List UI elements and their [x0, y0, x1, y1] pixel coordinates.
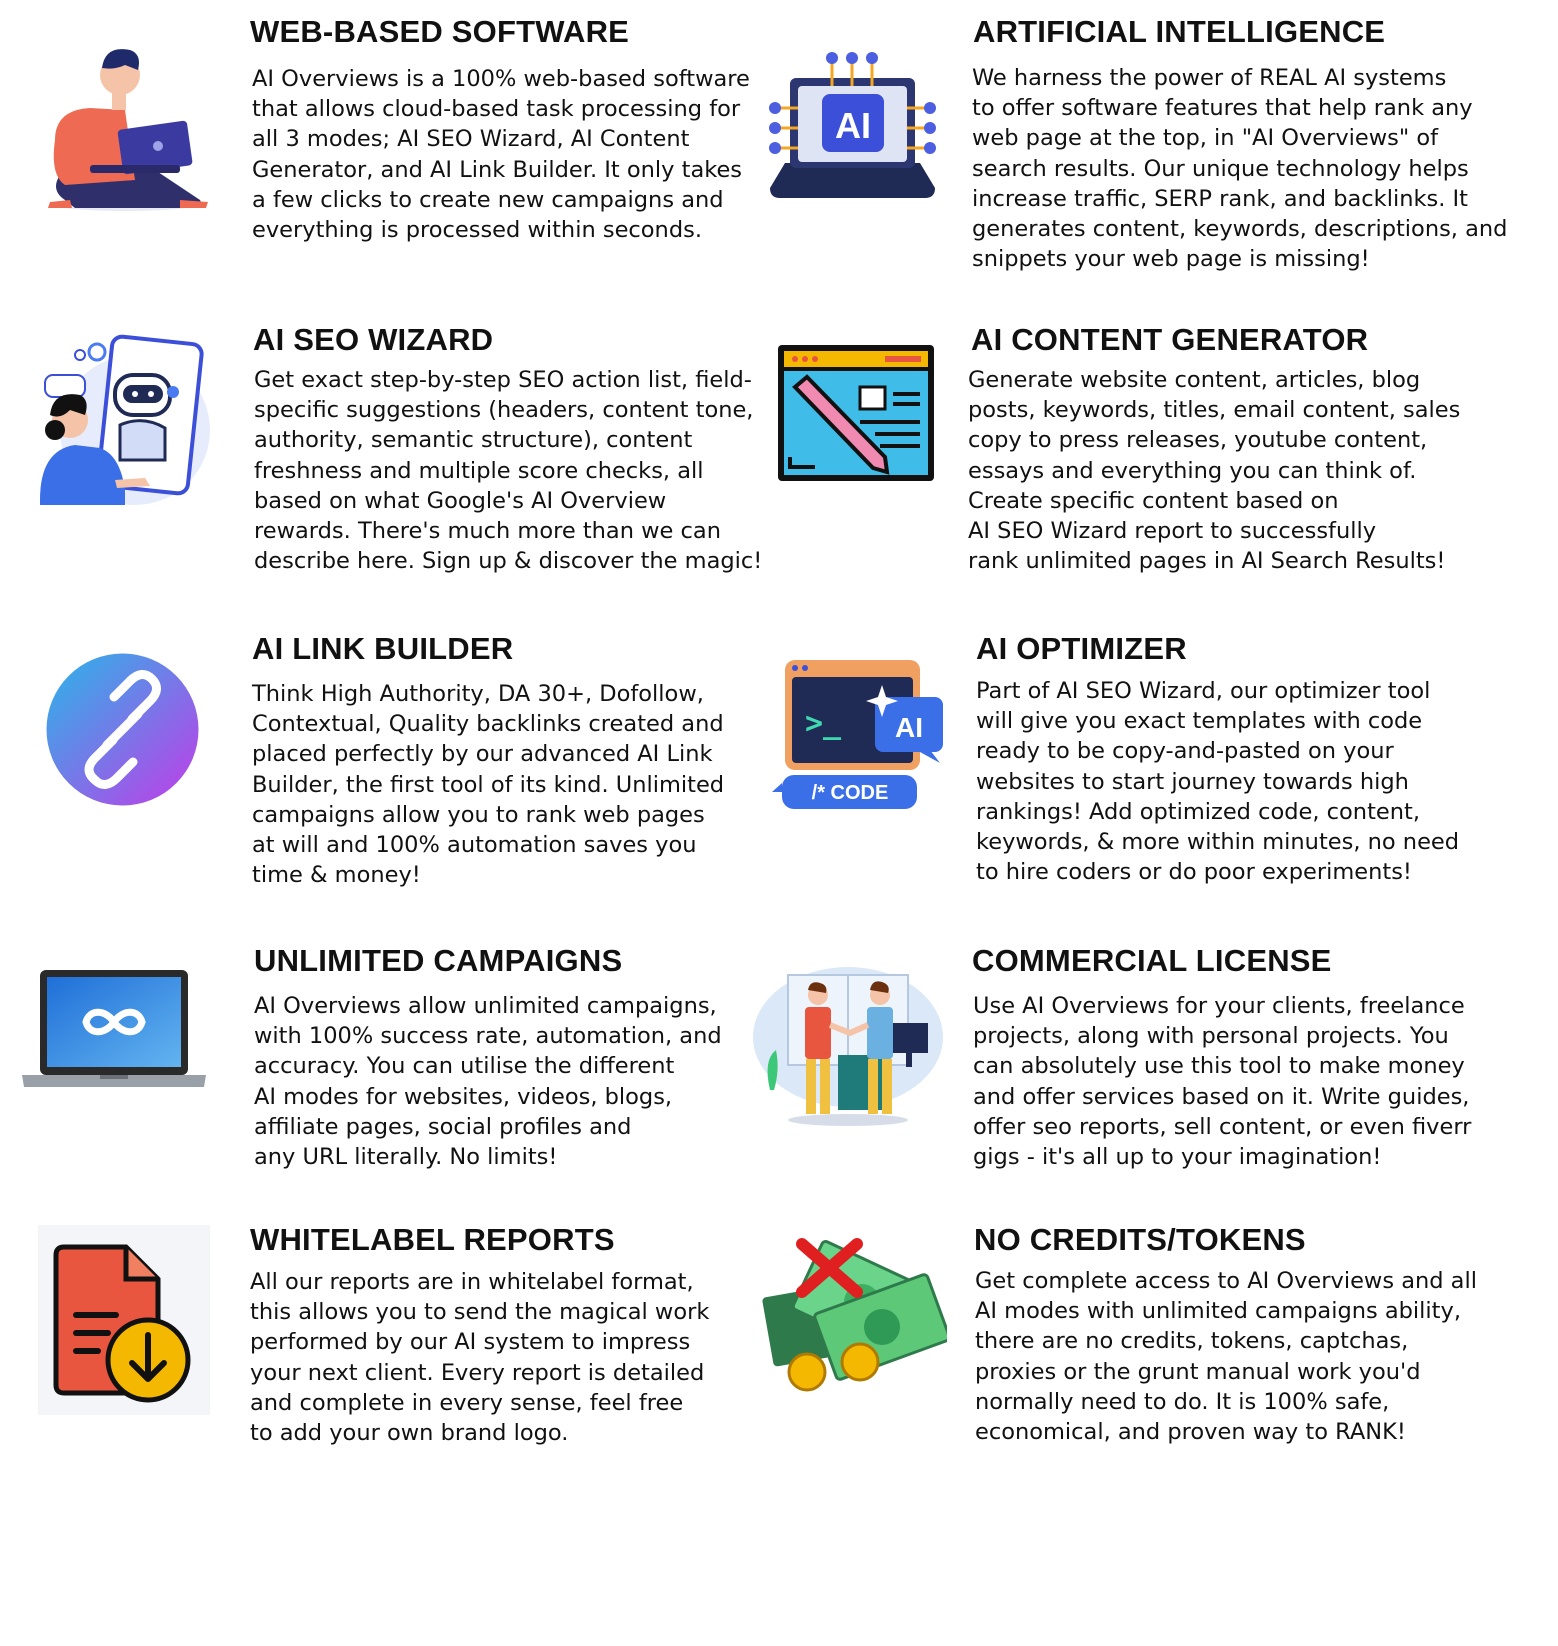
description-line: with 100% success rate, automation, and	[254, 1023, 722, 1050]
feature-description	[254, 365, 762, 576]
description-line: and complete in every sense, feel free	[250, 1389, 684, 1416]
description-line: all 3 modes; AI SEO Wizard, AI Content	[252, 126, 690, 153]
feature-description	[973, 991, 1471, 1172]
description-line: AI SEO Wizard report to successfully	[968, 518, 1377, 545]
description-line: proxies or the grunt manual work you'd	[975, 1358, 1421, 1385]
feature-title: AI LINK BUILDER	[252, 631, 514, 666]
description-line: Builder, the first tool of its kind. Unlimited	[252, 771, 725, 798]
description-line: AI modes for websites, videos, blogs,	[254, 1083, 673, 1110]
description-line: will give you exact templates with code	[976, 708, 1423, 735]
description-line: essays and everything you can think of.	[968, 457, 1417, 484]
description-line: ready to be copy-and-pasted on your	[976, 738, 1394, 765]
feature-description	[972, 63, 1507, 274]
description-line: Use AI Overviews for your clients, freelance	[973, 993, 1465, 1019]
description-line: everything is processed within seconds.	[252, 217, 702, 244]
handshake-icon	[748, 965, 946, 1130]
description-line: describe here. Sign up & discover the magic!	[254, 548, 763, 575]
ai-badge-label: AI	[895, 712, 923, 743]
description-line: at will and 100% automation saves you	[252, 832, 697, 859]
description-line: time & money!	[252, 862, 421, 889]
description-line: snippets your web page is missing!	[972, 246, 1370, 273]
description-line: We harness the power of REAL AI systems	[972, 65, 1447, 91]
description-line: web page at the top, in "AI Overviews" of	[972, 125, 1439, 152]
description-line: specific suggestions (headers, content tone,	[254, 397, 754, 424]
feature-title: ARTIFICIAL INTELLIGENCE	[973, 14, 1386, 49]
description-line: a few clicks to create new campaigns and	[252, 186, 724, 213]
person-laptop-icon	[30, 40, 210, 215]
description-line: authority, semantic structure), content	[254, 427, 693, 454]
description-line: accuracy. You can utilise the different	[254, 1053, 675, 1080]
description-line: generates content, keywords, descriptions, and	[972, 216, 1508, 243]
feature-title: NO CREDITS/TOKENS	[974, 1222, 1306, 1257]
description-line: Contextual, Quality backlinks created and	[252, 711, 724, 738]
description-line: Think High Authority, DA 30+, Dofollow,	[252, 681, 704, 707]
description-line: Part of AI SEO Wizard, our optimizer tool	[976, 678, 1431, 704]
report-download-icon	[38, 1225, 210, 1415]
description-line: to offer software features that help rank any	[972, 95, 1473, 122]
description-line: AI Overviews allow unlimited campaigns,	[254, 993, 717, 1019]
description-line: this allows you to send the magical work	[250, 1299, 710, 1326]
description-line: can absolutely use this tool to make money	[973, 1053, 1465, 1080]
description-line: projects, along with personal projects. You	[973, 1023, 1449, 1050]
description-line: AI Overviews is a 100% web-based software	[252, 66, 750, 92]
description-line: freshness and multiple score checks, all	[254, 457, 704, 484]
no-money-icon	[762, 1232, 947, 1407]
description-line: Create specific content based on	[968, 487, 1339, 514]
feature-description	[975, 1266, 1477, 1447]
description-line: there are no credits, tokens, captchas,	[975, 1328, 1409, 1355]
description-line: that allows cloud-based task processing for	[252, 96, 741, 123]
feature-title: AI SEO WIZARD	[253, 322, 494, 357]
feature-title: UNLIMITED CAMPAIGNS	[254, 943, 623, 978]
code-terminal-icon	[770, 655, 945, 815]
description-line: offer seo reports, sell content, or even fiverr	[973, 1113, 1472, 1140]
feature-title: AI CONTENT GENERATOR	[971, 322, 1369, 357]
description-line: Get complete access to AI Overviews and all	[975, 1268, 1477, 1294]
description-line: and offer services based on it. Write guides,	[973, 1083, 1470, 1110]
pencil-document-icon	[775, 342, 940, 487]
description-line: websites to start journey towards high	[976, 768, 1409, 795]
description-line: Generator, and AI Link Builder. It only takes	[252, 156, 743, 183]
description-line: gigs - it's all up to your imagination!	[973, 1144, 1382, 1171]
description-line: Generate website content, articles, blog	[968, 367, 1421, 393]
description-line: rankings! Add optimized code, content,	[976, 798, 1420, 825]
feature-title: WEB-BASED SOFTWARE	[250, 14, 630, 49]
feature-title: COMMERCIAL LICENSE	[972, 943, 1332, 978]
description-line: performed by our AI system to impress	[250, 1329, 691, 1356]
description-line: All our reports are in whitelabel format,	[250, 1269, 694, 1295]
description-line: search results. Our unique technology helps	[972, 155, 1469, 182]
description-line: keywords, & more within minutes, no need	[976, 829, 1460, 856]
infinity-laptop-icon	[20, 965, 208, 1093]
robot-assistant-icon	[25, 330, 210, 510]
description-line: AI modes with unlimited campaigns ability,	[975, 1298, 1461, 1325]
description-line: increase traffic, SERP rank, and backlinks. It	[972, 185, 1468, 212]
description-line: rewards. There's much more than we can	[254, 518, 721, 545]
description-line: to hire coders or do poor experiments!	[976, 859, 1412, 886]
description-line: Get exact step-by-step SEO action list, field-	[254, 367, 752, 393]
chain-link-icon	[45, 652, 200, 807]
terminal-prompt: >_	[805, 706, 842, 741]
feature-description	[252, 679, 724, 890]
description-line: to add your own brand logo.	[250, 1420, 569, 1447]
feature-description	[250, 1267, 709, 1448]
description-line: copy to press releases, youtube content,	[968, 427, 1428, 454]
description-line: any URL literally. No limits!	[254, 1144, 558, 1171]
description-line: economical, and proven way to RANK!	[975, 1419, 1406, 1446]
feature-title: AI OPTIMIZER	[976, 631, 1187, 666]
description-line: affiliate pages, social profiles and	[254, 1113, 632, 1140]
description-line: placed perfectly by our advanced AI Link	[252, 741, 713, 768]
description-line: normally need to do. It is 100% safe,	[975, 1388, 1390, 1415]
ai-chip-label: AI	[835, 105, 871, 146]
feature-description	[968, 365, 1460, 576]
description-line: campaigns allow you to rank web pages	[252, 801, 705, 828]
description-line: based on what Google's AI Overview	[254, 487, 667, 514]
feature-description	[976, 676, 1459, 887]
description-line: rank unlimited pages in AI Search Results!	[968, 548, 1446, 575]
ai-chip-laptop-icon	[760, 38, 945, 208]
feature-description	[252, 64, 750, 245]
description-line: your next client. Every report is detailed	[250, 1359, 705, 1386]
description-line: posts, keywords, titles, email content, sales	[968, 397, 1461, 424]
code-badge-label: /* CODE	[811, 782, 889, 804]
feature-description	[254, 991, 722, 1172]
feature-title: WHITELABEL REPORTS	[250, 1222, 615, 1257]
